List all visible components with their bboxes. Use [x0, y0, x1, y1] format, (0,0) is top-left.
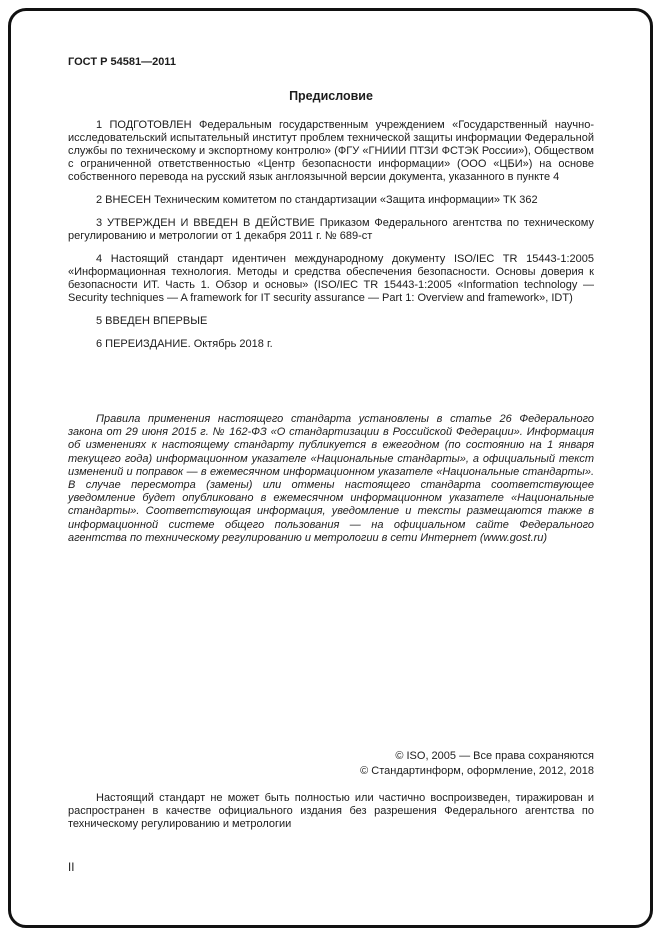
- page-content: [68, 56, 594, 545]
- foreword-item-3: 3 УТВЕРЖДЕН И ВВЕДЕН В ДЕЙСТВИЕ Приказом Федерального агентства по техническому регулированию и метрологии от 1 декабря 2011 г. № 689-ст: [68, 217, 594, 242]
- page-number: II: [68, 862, 75, 874]
- legal-application-note: Правила применения настоящего стандарта установлены в статье 26 Федерального закона от 29 июня 2015 г. № 162-ФЗ «О стандартизации в Российской Федерации». Информация об изменениях к настоящему стандарту публикуется в ежегодном (по состоянию на 1 января текущего года) информационном указателе «Национальные стандарты», а официальный текст изменений и поправок — в ежемесячном информационном указателе «Национальные стандарты». В случае пересмотра (замены) или отмены настоящего стандарта соответствующее уведомление будет опубликовано в ежемесячном информационном указателе «Национальные стандарты». Соответствующая информация, уведомление и тексты размещаются также в информационной системе общего пользования — на официальном сайте Федерального агентства по техническому регулированию и метрологии в сети Интернет (www.gost.ru): [68, 413, 594, 544]
- page-title: Предисловие: [289, 89, 373, 103]
- copyright-block: [360, 749, 594, 778]
- foreword-item-5: 5 ВВЕДЕН ВПЕРВЫЕ: [96, 315, 208, 327]
- foreword-item-6: 6 ПЕРЕИЗДАНИЕ. Октябрь 2018 г.: [96, 338, 273, 350]
- reproduction-restriction-note: Настоящий стандарт не может быть полностью или частично воспроизведен, тиражирован и распространен в качестве официального издания без разрешения Федерального агентства по техническому регулированию и метрологии: [68, 792, 594, 830]
- foreword-item-4: 4 Настоящий стандарт идентичен международному документу ISO/IEC TR 15443-1:2005 «Информационная технология. Методы и средства обеспечения безопасности. Основы доверия к безопасности ИТ. Часть 1. Обзор и основы» (ISO/IEC TR 15443-1:2005 «Information technology — Security techniques — A framework for IT security assurance — Part 1: Overview and framework», IDT): [68, 253, 594, 304]
- copyright-standartinform: © Стандартинформ, оформление, 2012, 2018: [360, 764, 594, 777]
- foreword-item-1: 1 ПОДГОТОВЛЕН Федеральным государственным учреждением «Государственный научно-исследовательский испытательный институт проблем технической защиты информации Федеральной службы по техническому и экспортному контролю» (ФГУ «ГНИИИ ПТЗИ ФСТЭК России»), Обществом с ограниченной ответственностью «Центр безопасности информации» (ООО «ЦБИ») на основе собственного перевода на русский язык англоязычной версии документа, указанного в пункте 4: [68, 119, 594, 183]
- foreword-item-2: 2 ВНЕСЕН Техническим комитетом по стандартизации «Защита информации» ТК 362: [96, 194, 538, 206]
- copyright-iso: © ISO, 2005 — Все права сохраняются: [395, 750, 594, 762]
- document-code: ГОСТ Р 54581—2011: [68, 56, 176, 68]
